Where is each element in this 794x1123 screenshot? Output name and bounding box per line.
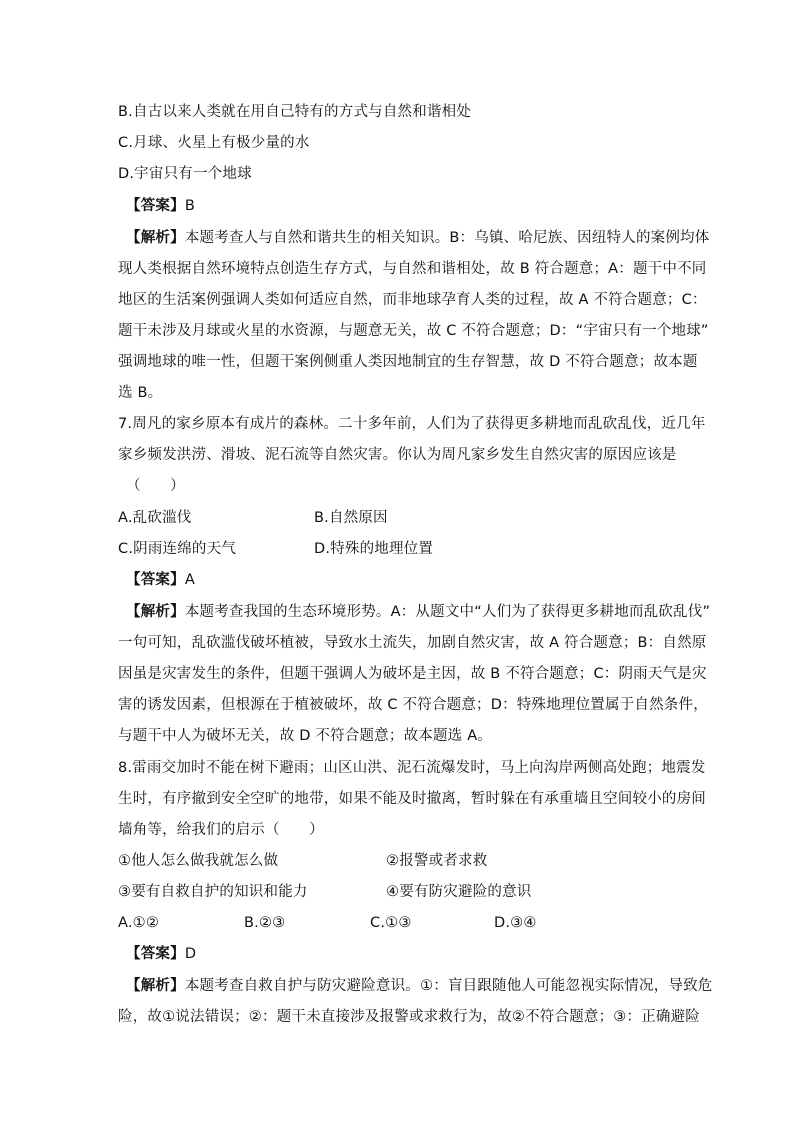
q7-analysis-line: [126, 602, 710, 622]
q6-option-c: C.月球、火星上有极少量的水: [118, 135, 310, 151]
q8-answer: [126, 944, 196, 964]
answer-value: B: [184, 198, 195, 214]
q8-option-c: C.①③: [370, 915, 412, 931]
answer-value: A: [184, 572, 195, 588]
q6-analysis-line: 强调地球的唯一性，但题干案例侧重人类因地制宜的生存智慧，故 D 不符合题意；故本题: [118, 354, 698, 370]
analysis-label: 【解析】: [126, 978, 185, 994]
q8-stem-line: 生时，有序撤到安全空旷的地带，如果不能及时撤离，暂时躲在有承重墙且空间较小的房间: [118, 791, 706, 807]
q7-analysis-line: 与题干中人为破坏无关，故 D 不符合题意；故本题选 A。: [118, 728, 493, 744]
analysis-text: 本题考查人与自然和谐共生的相关知识。B：乌镇、哈尼族、因纽特人的案例均体: [184, 230, 710, 246]
q7-analysis-line: 害的诱发因素，但根源在于植被破坏，故 C 不符合题意；D：特殊地理位置属于自然条件，: [118, 697, 708, 713]
analysis-label: 【解析】: [126, 604, 185, 620]
q6-analysis-line: 题干未涉及月球或火星的水资源，与题意无关，故 C 不符合题意；D：“宇宙只有一个地球”: [118, 323, 709, 339]
q8-item-2: ②报警或者求救: [386, 853, 488, 869]
q6-option-d: D.宇宙只有一个地球: [118, 166, 252, 182]
q7-answer: [126, 570, 195, 590]
q8-item-1: ①他人怎么做我就怎么做: [118, 853, 279, 869]
q6-option-b: B.自古以来人类就在用自己特有的方式与自然和谐相处: [118, 104, 472, 120]
q8-stem-line: 墙角等，给我们的启示（ ）: [118, 822, 324, 838]
q6-analysis-line: [126, 228, 709, 248]
q7-option-d: D.特殊的地理位置: [314, 541, 434, 557]
q7-analysis-line: 因虽是灾害发生的条件，但题干强调人为破坏是主因，故 B 不符合题意；C：阴雨天气是灾: [118, 666, 707, 682]
q8-item-3: ③要有自救自护的知识和能力: [118, 884, 308, 900]
analysis-label: 【解析】: [126, 230, 185, 246]
q8-option-a: A.①②: [118, 915, 160, 931]
q8-stem-line: 8.雷雨交加时不能在树下避雨；山区山洪、泥石流爆发时，马上向沟岸两侧高处跑；地震发: [118, 760, 706, 776]
q8-item-4: ④要有防灾避险的意识: [386, 884, 532, 900]
q8-option-d: D.③④: [494, 915, 537, 931]
q7-stem-line: 家乡频发洪涝、滑坡、泥石流等自然灾害。你认为周凡家乡发生自然灾害的原因应该是: [118, 447, 677, 463]
q8-analysis-line: 险，故①说法错误；②：题干未直接涉及报警或求救行为，故②不符合题意；③：正确避险: [118, 1009, 700, 1025]
q7-option-a: A.乱砍滥伐: [118, 510, 192, 526]
q6-analysis-line: 现人类根据自然环境特点创造生存方式，与自然和谐相处，故 B 符合题意；A：题干中不同: [118, 261, 707, 277]
answer-label: 【答案】: [126, 572, 185, 588]
analysis-text: 本题考查我国的生态环境形势。A：从题文中“人们为了获得更多耕地而乱砍乱伐”: [184, 604, 711, 620]
q6-analysis-line: 选 B。: [118, 385, 163, 401]
answer-value: D: [184, 946, 197, 962]
q6-answer: [126, 196, 195, 216]
answer-label: 【答案】: [126, 946, 185, 962]
q7-option-c: C.阴雨连绵的天气: [118, 541, 237, 557]
q7-option-b: B.自然原因: [314, 510, 388, 526]
q8-analysis-line: [126, 976, 713, 996]
q6-analysis-line: 地区的生活案例强调人类如何适应自然，而非地球孕育人类的过程，故 A 不符合题意；C：: [118, 292, 707, 308]
answer-label: 【答案】: [126, 198, 185, 214]
q7-analysis-line: 一句可知，乱砍滥伐破坏植被，导致水土流失，加剧自然灾害，故 A 符合题意；B：自然原: [118, 635, 707, 651]
q7-stem-line: （ ）: [126, 478, 185, 494]
analysis-text: 本题考查自救自护与防灾避险意识。①：盲目跟随他人可能忽视实际情况，导致危: [184, 978, 713, 994]
q8-option-b: B.②③: [244, 915, 286, 931]
q7-stem-line: 7.周凡的家乡原本有成片的森林。二十多年前，人们为了获得更多耕地而乱砍乱伐，近几年: [118, 416, 706, 432]
